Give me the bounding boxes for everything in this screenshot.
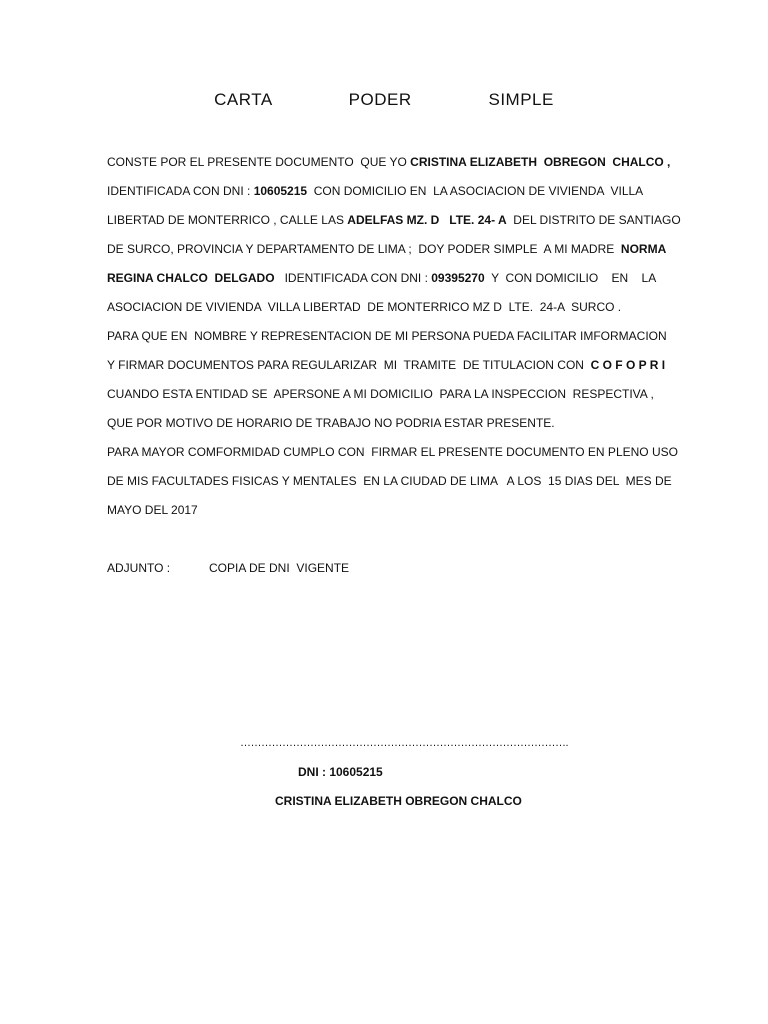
text-line: PARA QUE EN NOMBRE Y REPRESENTACION DE MI PERSONA PUEDA FACILITAR IMFORMACION bbox=[107, 329, 667, 343]
grantor-name: CRISTINA ELIZABETH OBREGON CHALCO , bbox=[410, 155, 671, 169]
grantee-name-end: REGINA CHALCO DELGADO bbox=[107, 271, 275, 285]
text-line: IDENTIFICADA CON DNI : 10605215 CON DOMICILIO EN LA ASOCIACION DE VIVIENDA VILLA bbox=[107, 184, 644, 198]
text-line: DE SURCO, PROVINCIA Y DEPARTAMENTO DE LIMA ; DOY PODER SIMPLE A MI MADRE NORMA bbox=[107, 242, 667, 256]
text-line: LIBERTAD DE MONTERRICO , CALLE LAS ADELFAS MZ. D LTE. 24- A DEL DISTRITO DE SANTIAGO bbox=[107, 213, 681, 227]
text-line: Y FIRMAR DOCUMENTOS PARA REGULARIZAR MI TRAMITE DE TITULACION CON C O F O P R I bbox=[107, 358, 666, 372]
entity-name: C O F O P R I bbox=[590, 358, 666, 372]
attachment-label: ADJUNTO : bbox=[107, 561, 171, 575]
text-line: CUANDO ESTA ENTIDAD SE APERSONE A MI DOMICILIO PARA LA INSPECCION RESPECTIVA , bbox=[107, 387, 654, 401]
text-line: REGINA CHALCO DELGADO IDENTIFICADA CON DNI : 09395270 Y CON DOMICILIO EN LA bbox=[107, 271, 657, 285]
text-line: PARA MAYOR COMFORMIDAD CUMPLO CON FIRMAR EL PRESENTE DOCUMENTO EN PLENO USO bbox=[107, 445, 678, 459]
address-bold: ADELFAS MZ. D LTE. 24- A bbox=[347, 213, 507, 227]
signature-name: CRISTINA ELIZABETH OBREGON CHALCO bbox=[275, 794, 522, 808]
text-line: ASOCIACION DE VIVIENDA VILLA LIBERTAD DE MONTERRICO MZ D LTE. 24-A SURCO . bbox=[107, 300, 622, 314]
grantee-name-start: NORMA bbox=[620, 242, 667, 256]
signature-line: …………………………………………………………………………………. bbox=[240, 737, 569, 749]
signature-dni: DNI : 10605215 bbox=[298, 765, 383, 779]
attachment-value: COPIA DE DNI VIGENTE bbox=[209, 561, 350, 575]
text-line: DE MIS FACULTADES FISICAS Y MENTALES EN LA CIUDAD DE LIMA A LOS 15 DIAS DEL MES DE bbox=[107, 474, 672, 488]
text-line: QUE POR MOTIVO DE HORARIO DE TRABAJO NO PODRIA ESTAR PRESENTE. bbox=[107, 416, 555, 430]
document-title: CARTA PODER SIMPLE bbox=[214, 90, 554, 109]
text-line: CONSTE POR EL PRESENTE DOCUMENTO QUE YO CRISTINA ELIZABETH OBREGON CHALCO , bbox=[107, 155, 671, 169]
grantee-dni: 09395270 bbox=[431, 271, 485, 285]
text-line: MAYO DEL 2017 bbox=[107, 503, 198, 517]
grantor-dni: 10605215 bbox=[253, 184, 308, 198]
